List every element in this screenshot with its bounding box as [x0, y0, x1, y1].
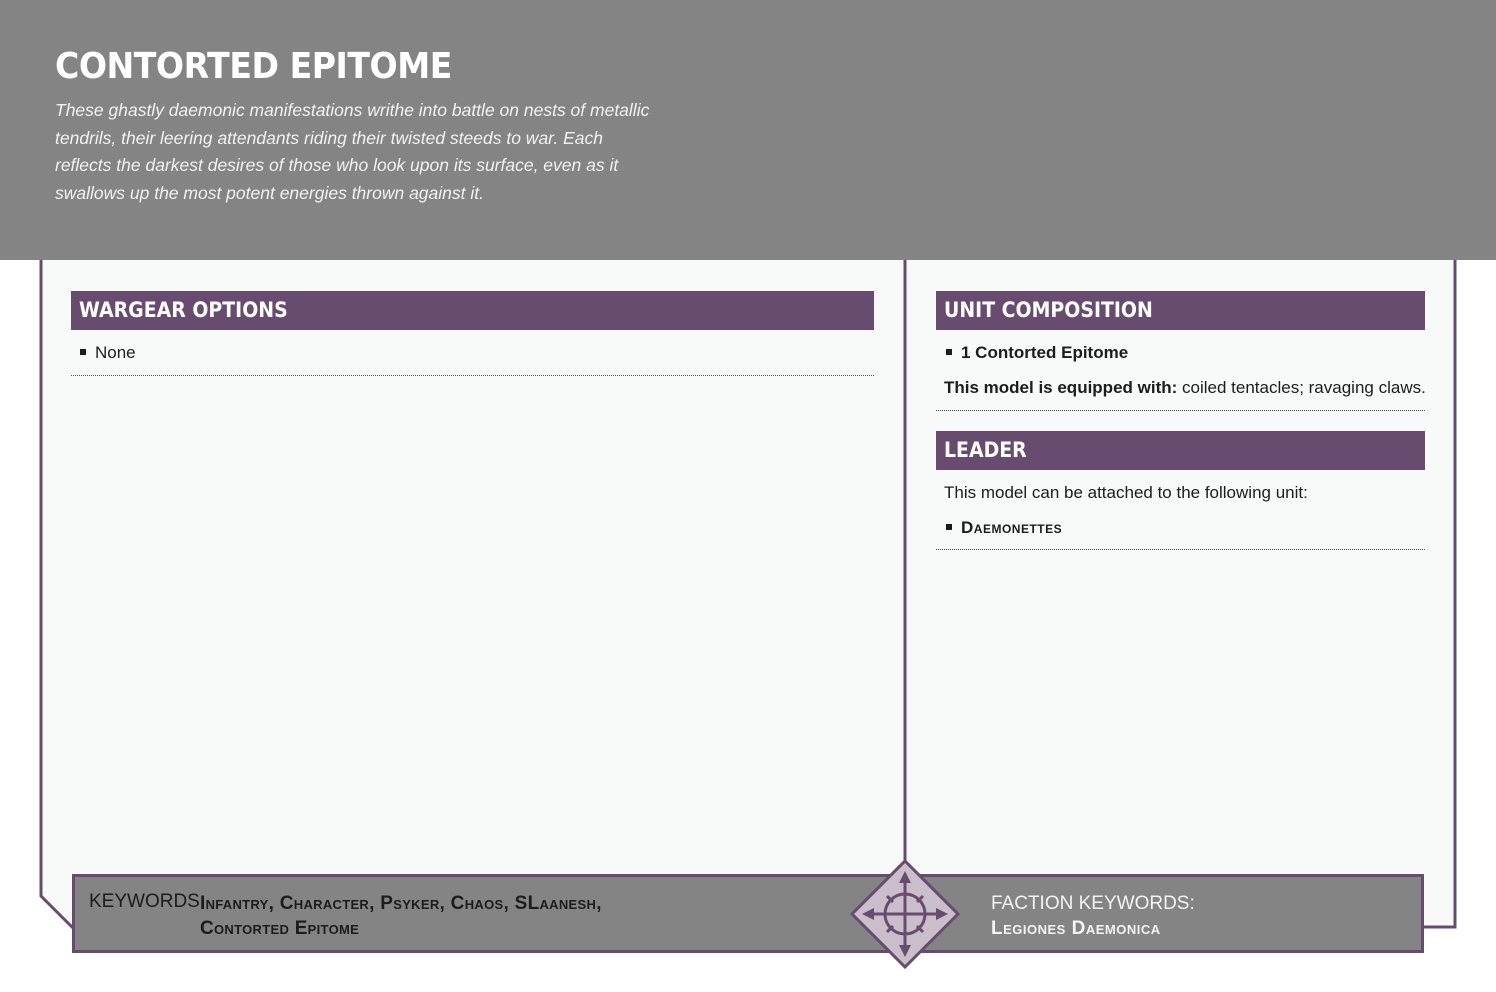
faction-keywords-label: FACTION KEYWORDS:	[991, 893, 1195, 914]
unit-composition-header	[936, 291, 1425, 330]
divider	[71, 375, 874, 376]
wargear-options-header	[71, 291, 874, 330]
datasheet-header	[0, 0, 1496, 260]
leader-text: This model can be attached to the following unit:	[944, 483, 1308, 502]
unit-name: CONTORTED EPITOME	[55, 46, 452, 87]
equipped-with-line	[944, 378, 1426, 398]
leader-header	[936, 431, 1425, 470]
wargear-option-item: None	[80, 343, 136, 363]
keywords-bar	[72, 874, 1424, 953]
divider	[936, 410, 1425, 411]
wargear-options-title: WARGEAR OPTIONS	[79, 298, 288, 322]
divider	[936, 549, 1425, 550]
unit-composition-title: UNIT COMPOSITION	[944, 298, 1153, 322]
keywords-values	[200, 891, 700, 941]
lore-text: These ghastly daemonic manifestations writhe into battle on nests of metallic tendrils, their leering attendants riding their twisted steeds to war. Each reflects the darkest desires of those who look upon its surface, even as it swallows up the most potent energies thrown against it.	[55, 100, 650, 204]
leader-unit-item: Daemonettes	[946, 518, 1062, 538]
leader-title: LEADER	[944, 438, 1027, 462]
faction-keywords-value: Legiones Daemonica	[991, 918, 1161, 939]
chaos-star-icon	[849, 858, 961, 970]
equipped-with-value: coiled tentacles; ravaging claws.	[1177, 378, 1426, 397]
keywords-line-2: Contorted Epitome	[200, 918, 360, 939]
equipped-with-label: This model is equipped with:	[944, 378, 1178, 397]
unit-composition-item: 1 Contorted Epitome	[946, 343, 1128, 363]
keywords-label: KEYWORDS:	[89, 891, 206, 912]
keywords-line-1: Infantry, Character, Psyker, Chaos, SLaanesh,	[200, 893, 602, 914]
